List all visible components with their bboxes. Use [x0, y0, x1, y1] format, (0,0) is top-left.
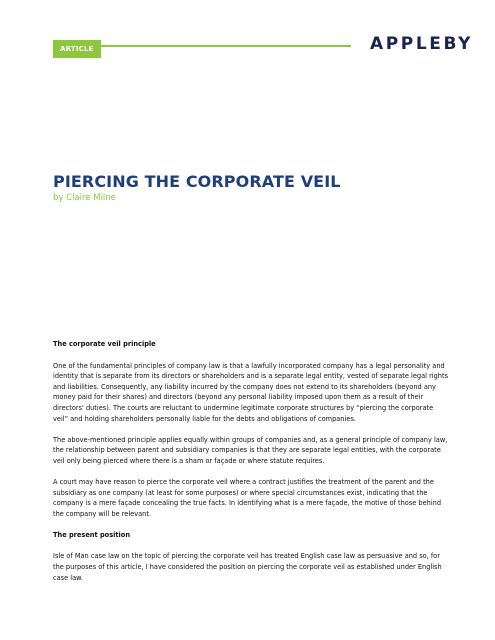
page-title: PIERCING THE CORPORATE VEIL [53, 172, 341, 191]
header-rule [101, 45, 351, 47]
article-body [53, 339, 448, 594]
paragraph-3: A court may have reason to pierce the corporate veil where a contract justifies the treatment of the parent and the subsidiary as one company (at least for some purposes) or where special circumstances exist, indicating that the company is a mere façade concealing the true facts. In identifying what is a mere façade, the motive of those behind the company will be relevant. [53, 477, 442, 518]
article-tag-label: ARTICLE [60, 45, 94, 53]
article-tag [53, 40, 101, 58]
section-heading-corporate-veil: The corporate veil principle [53, 340, 156, 348]
section-heading-present-position: The present position [53, 530, 131, 539]
author-byline: by Claire Milne [53, 193, 116, 203]
appleby-logo: APPLEBY [369, 34, 473, 54]
header [53, 36, 473, 58]
paragraph-2: The above-mentioned principle applies equally within groups of companies and, as a general principle of company law, the relationship between parent and subsidiary companies is that they are separate legal entities, with the corporate veil only being pierced where there is a sham or façade or where statute requires. [53, 435, 448, 465]
paragraph-4: Isle of Man case law on the topic of piercing the corporate veil has treated English case law as persuasive and so, for the purposes of this article, I have considered the position on piercing the corporate veil as established under English case law. [53, 552, 442, 582]
paragraph-1: One of the fundamental principles of company law is that a lawfully incorporated company has a legal personality and identity that is separate from its directors or shareholders and is a separate legal entity, vested of separate legal rights and liabilities. Consequently, any liability incurred by the company does not extend to its shareholders (beyond any money paid for their shares) and directors (beyond any personal liability imposed upon them as a result of their directors' duties). The courts are reluctant to undermine legitimate corporate structures by “piercing the corporate veil” and holding shareholders personally liable for the debts and obligations of companies. [53, 361, 449, 423]
